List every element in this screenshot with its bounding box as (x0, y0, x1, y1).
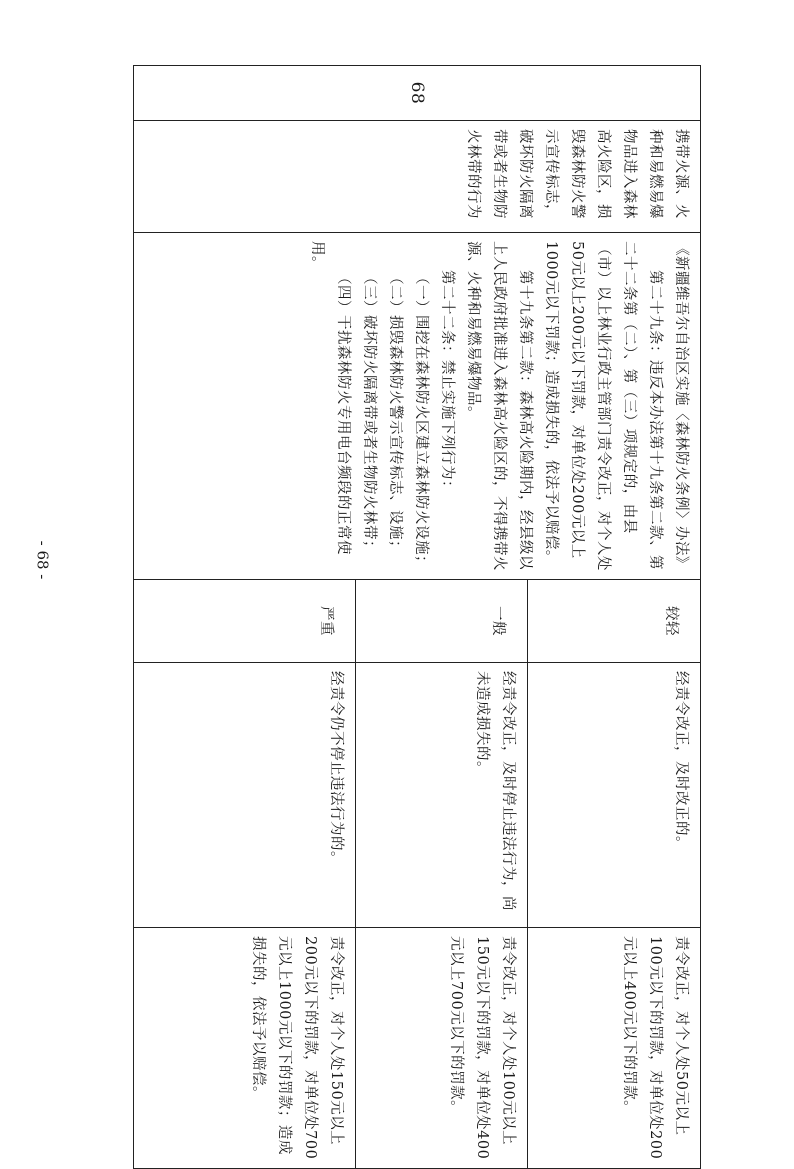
level-cell-general (355, 580, 528, 663)
law-article-29: 第二十九条：违反本办法第十九条第二款、第二十二条第（二）、第（三）项规定的，由县（市）以上林业行政主管部门责令改正，对个人处50元以上200元以下罚款，对单位处200元以上1000元以下罚款；造成损失的，依法予以赔偿。 (543, 241, 663, 571)
document-sheet (133, 65, 701, 1160)
law-article-22-item-4: （四）干扰森林防火专用电台频段的正常使用。 (309, 241, 351, 555)
level-label-light: 较轻 (663, 606, 679, 636)
circumstance-cell-light (528, 663, 701, 928)
penalty-severe: 责令改正，对个人处150元以上200元以下的罚款，对单位处700元以上1000元以下的罚款；造成损失的，依法予以赔偿。 (249, 936, 344, 1160)
row-number-cell (134, 66, 701, 121)
page-footer-number-text: - 68 - (32, 540, 51, 580)
penalty-cell-severe (134, 928, 356, 1169)
penalty-general: 责令改正，对个人处100元以上150元以下的罚款，对单位处400元以上700元以下的罚款。 (448, 936, 517, 1160)
level-label-general: 一般 (490, 606, 507, 636)
law-article-19: 第十九条第二款：森林高火险期内，经县级以上人民政府批准进入森林高火险区的，不得携带火源、火种和易燃易爆物品。 (465, 241, 533, 571)
penalty-standard-table (133, 65, 701, 1169)
circumstance-general: 经责令改正，及时停止违法行为，尚未造成损失的。 (474, 671, 517, 911)
circumstance-cell-general (355, 663, 528, 928)
row-number: 68 (407, 81, 427, 105)
legal-basis-cell (134, 233, 701, 580)
rotated-table-container (133, 65, 701, 1160)
level-cell-light (528, 580, 701, 663)
level-label-severe: 严重 (317, 606, 334, 636)
circumstance-light: 经责令改正，及时改正的。 (673, 671, 689, 851)
table-row (528, 66, 701, 1169)
penalty-cell-general (355, 928, 528, 1169)
law-article-22-item-3: （三）破坏防火隔离带或者生物防火林带； (361, 270, 377, 555)
penalty-light: 责令改正，对个人处50元以上100元以下的罚款，对单位处200元以上400元以下的罚款。 (621, 936, 689, 1160)
law-title: 《新疆维吾尔自治区实施〈森林防火条例〉办法》 (673, 241, 689, 571)
circumstance-cell-severe (134, 663, 356, 928)
law-article-22-item-1: （一）围挖在森林防火区建立森林防火设施； (413, 270, 429, 570)
page-footer-number (22, 520, 62, 600)
law-article-22-item-2: （二）损毁森林防火警示宣传标志、设施； (387, 270, 403, 555)
illegal-behavior-cell (134, 121, 701, 233)
penalty-cell-light (528, 928, 701, 1169)
illegal-behavior-text: 携带火源、火种和易燃易爆物品进入森林高火险区，损毁森林防火警示宣传标志，破坏防火隔离带或者生物防火林带的行为 (465, 129, 689, 219)
circumstance-severe: 经责令仍不停止违法行为的。 (327, 671, 344, 866)
law-article-22: 第二十二条：禁止实施下列行为： (439, 270, 455, 495)
level-cell-severe (134, 580, 356, 663)
